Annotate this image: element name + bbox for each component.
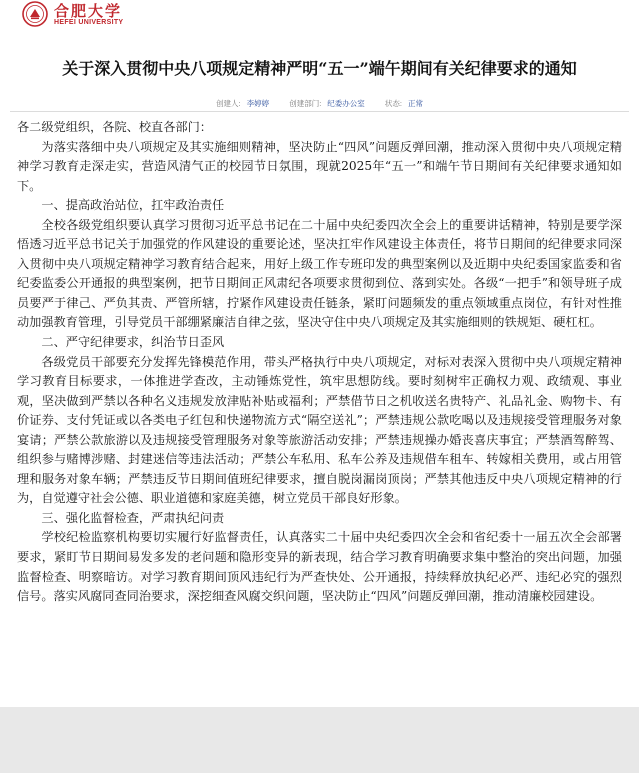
- section-1-paragraph: 全校各级党组织要认真学习贯彻习近平总书记在二十届中央纪委四次全会上的重要讲话精神，特别是要学深悟透习近平总书记关于加强党的作风建设的重要论述，坚决扛牢作风建设主体责任，将节日期间的纪律要求同深入贯彻中央八项规定精神学习教育结合起来，用好上级工作专班印发的典型案例以及近期中央纪委国家监委和省纪委监委公开通报的典型案例，把节日期间正风肃纪各项要求贯彻到位、落到实处。各级“一把手”和领导班子成员要严于律己、严负其责、严管所辖，拧紧作风建设责任链条，紧盯问题频发的重点领域重点岗位，有针对性推动加强教育管理，引导党员干部绷紧廉洁自律之弦，坚决守住中央八项规定及其实施细则的铁规矩、硬杠杠。: [17, 217, 622, 330]
- university-name-cn[interactable]: 合肥大学: [54, 2, 123, 20]
- status-value: 正常: [407, 99, 423, 108]
- notice-meta: [0, 98, 639, 109]
- section-3-paragraph: 学校纪检监察机构要切实履行好监督责任，认真落实二十届中央纪委四次全会和省纪委十一届五次全会部署要求，紧盯节日期间易发多发的老问题和隐形变异的新表现，结合学习教育明确要求集中整治的突出问题，加强监督检查、明察暗访。对学习教育期间顶风违纪行为严查快处、公开通报，持续释放执纪必严、违纪必究的强烈信号。落实风腐同查同治要求，深挖细查风腐交织问题，坚决防止“四风”问题反弹回潮，推动清廉校园建设。: [17, 530, 622, 604]
- university-seal-icon[interactable]: [22, 1, 48, 27]
- salutation: 各二级党组织，各院、校直各部门：: [17, 120, 212, 134]
- dept-meta: [289, 99, 365, 108]
- dept-label: 创建部门:: [289, 99, 322, 108]
- notice-body: [17, 118, 622, 607]
- meta-divider: [10, 111, 629, 112]
- site-header: [0, 0, 639, 30]
- section-1-heading: 一、提高政治站位，扛牢政治责任: [41, 198, 225, 213]
- intro-paragraph: 为落实落细中央八项规定及其实施细则精神，坚决防止“四风”问题反弹回潮，推动深入贯彻中央八项规定精神学习教育走深走实，营造风清气正的校园节日氛围，现就2025年“五一”和端午节日期间有关纪律要求通知如下。: [17, 139, 622, 193]
- status-meta: [385, 99, 423, 108]
- dept-value: 纪委办公室: [327, 99, 365, 108]
- footer-band: [0, 707, 639, 773]
- notice-title: 关于深入贯彻中央八项规定精神严明“五一”端午期间有关纪律要求的通知: [62, 59, 577, 78]
- university-name-en[interactable]: HEFEI UNIVERSITY: [54, 19, 124, 26]
- author-value: 李婷婷: [246, 99, 270, 108]
- section-2-paragraph: 各级党员干部要充分发挥先锋模范作用，带头严格执行中央八项规定，对标对表深入贯彻中央八项规定精神学习教育目标要求，一体推进学查改，主动锤炼党性，筑牢思想防线。要时刻树牢正确权力观、政绩观、事业观，坚决做到严禁以各种名义违规发放津贴补贴或福利；严禁借节日之机收送名贵特产、礼品礼金、购物卡、有价证券、支付凭证或以各类电子红包和快递物流方式“隔空送礼”；严禁违规公款吃喝以及违规接受管理服务对象宴请；严禁公款旅游以及违规接受管理服务对象等旅游活动安排；严禁违规操办婚丧喜庆事宜；严禁酒驾醉驾、组织参与赌博涉赌、封建迷信等违法活动；严禁公车私用、私车公养及违规借车租车、转嫁相关费用，或占用管理和服务对象车辆；严禁违反节日期间值班纪律要求，擅自脱岗漏岗顶岗；严禁其他违反中央八项规定精神的行为，自觉遵守社会公德、职业道德和家庭美德，树立党员干部良好形象。: [17, 354, 622, 506]
- author-label: 创建人:: [216, 99, 241, 108]
- section-2-heading: 二、严守纪律要求，纠治节日歪风: [41, 335, 225, 350]
- author-meta: [216, 99, 269, 108]
- status-label: 状态:: [384, 99, 402, 108]
- section-3-heading: 三、强化监督检查，严肃执纪问责: [41, 510, 225, 525]
